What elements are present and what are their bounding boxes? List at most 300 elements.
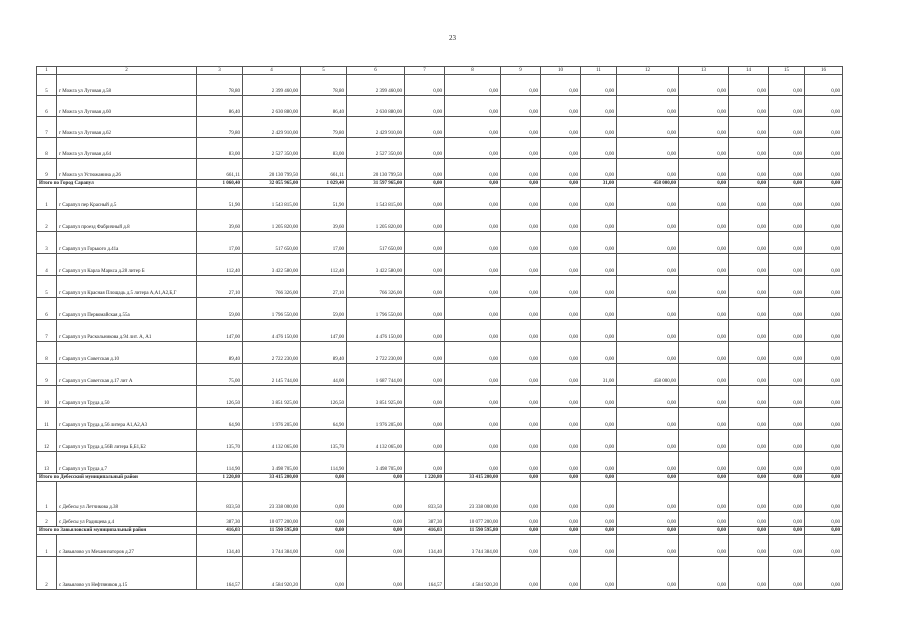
value-cell: 0,00 xyxy=(617,452,679,474)
value-cell: 2 630 880,00 xyxy=(347,96,405,117)
value-cell: 4 132 065,00 xyxy=(243,430,301,452)
value-cell: 0,00 xyxy=(729,254,769,276)
table-row xyxy=(37,512,843,527)
value-cell: 0,00 xyxy=(679,557,729,590)
value-cell: 0,00 xyxy=(769,75,805,96)
value-cell: 10 077 200,00 xyxy=(445,512,501,527)
value-cell: 0,00 xyxy=(405,117,445,138)
value-cell: 0,00 xyxy=(805,452,843,474)
value-cell: 1 543 815,00 xyxy=(347,188,405,210)
value-cell: 147,00 xyxy=(197,320,243,342)
value-cell: 0,00 xyxy=(581,342,617,364)
value-cell: 0,00 xyxy=(541,96,581,117)
value-cell: 2 722 230,00 xyxy=(243,342,301,364)
value-cell: 0,00 xyxy=(405,254,445,276)
value-cell: 0,00 xyxy=(541,408,581,430)
value-cell: 0,00 xyxy=(581,386,617,408)
value-cell: 0,00 xyxy=(679,117,729,138)
value-cell: 387,30 xyxy=(197,512,243,527)
value-cell: 0,00 xyxy=(541,320,581,342)
value-cell: 0,00 xyxy=(501,188,541,210)
value-cell: 17,00 xyxy=(301,232,347,254)
value-cell: 0,00 xyxy=(581,96,617,117)
value-cell: 0,00 xyxy=(729,408,769,430)
value-cell: 0,00 xyxy=(679,364,729,386)
value-cell: 0,00 xyxy=(541,482,581,512)
value-cell: 0,00 xyxy=(405,452,445,474)
value-cell: 0,00 xyxy=(805,232,843,254)
value-cell: 86,40 xyxy=(301,96,347,117)
table-body xyxy=(37,67,843,590)
value-cell: 31,00 xyxy=(581,180,617,188)
value-cell: 0,00 xyxy=(501,452,541,474)
value-cell: 0,00 xyxy=(805,482,843,512)
value-cell: 0,00 xyxy=(501,430,541,452)
value-cell: 0,00 xyxy=(617,254,679,276)
value-cell: 0,00 xyxy=(541,298,581,320)
value-cell: 4 584 920,20 xyxy=(445,557,501,590)
row-number-cell: 11 xyxy=(37,408,57,430)
value-cell: 0,00 xyxy=(541,430,581,452)
value-cell: 0,00 xyxy=(541,364,581,386)
value-cell: 0,00 xyxy=(805,298,843,320)
value-cell: 0,00 xyxy=(679,535,729,557)
value-cell: 0,00 xyxy=(541,452,581,474)
value-cell: 0,00 xyxy=(581,75,617,96)
value-cell: 39,60 xyxy=(197,210,243,232)
header-cell: 2 xyxy=(57,67,197,75)
value-cell: 20 130 799,50 xyxy=(347,159,405,180)
value-cell: 0,00 xyxy=(541,535,581,557)
address-cell: г Сарапул пер Красный д.5 xyxy=(57,188,197,210)
value-cell: 0,00 xyxy=(501,527,541,535)
value-cell: 0,00 xyxy=(729,117,769,138)
value-cell: 0,00 xyxy=(405,364,445,386)
address-cell: г Сарапул ул Горького д.41а xyxy=(57,232,197,254)
subtotal-row xyxy=(37,527,843,535)
value-cell: 64,90 xyxy=(197,408,243,430)
value-cell: 0,00 xyxy=(445,180,501,188)
value-cell: 3 498 705,00 xyxy=(347,452,405,474)
value-cell: 33 415 200,00 xyxy=(445,474,501,482)
row-number-cell: 13 xyxy=(37,452,57,474)
value-cell: 0,00 xyxy=(729,138,769,159)
value-cell: 766 326,00 xyxy=(347,276,405,298)
value-cell: 0,00 xyxy=(445,276,501,298)
value-cell: 10 077 200,00 xyxy=(243,512,301,527)
value-cell: 0,00 xyxy=(805,117,843,138)
value-cell: 2 630 880,00 xyxy=(243,96,301,117)
value-cell: 0,00 xyxy=(617,298,679,320)
value-cell: 0,00 xyxy=(501,159,541,180)
value-cell: 0,00 xyxy=(501,535,541,557)
table-row xyxy=(37,408,843,430)
value-cell: 1 220,80 xyxy=(405,474,445,482)
value-cell: 0,00 xyxy=(445,320,501,342)
value-cell: 3 498 705,00 xyxy=(243,452,301,474)
value-cell: 0,00 xyxy=(405,96,445,117)
value-cell: 0,00 xyxy=(769,527,805,535)
value-cell: 0,00 xyxy=(617,535,679,557)
value-cell: 1 796 550,00 xyxy=(347,298,405,320)
value-cell: 0,00 xyxy=(769,188,805,210)
value-cell: 0,00 xyxy=(541,232,581,254)
value-cell: 0,00 xyxy=(679,482,729,512)
value-cell: 0,00 xyxy=(541,386,581,408)
value-cell: 0,00 xyxy=(805,512,843,527)
value-cell: 17,00 xyxy=(197,232,243,254)
value-cell: 0,00 xyxy=(617,75,679,96)
value-cell: 0,00 xyxy=(769,180,805,188)
value-cell: 0,00 xyxy=(805,430,843,452)
table-row xyxy=(37,75,843,96)
value-cell: 2 527 350,00 xyxy=(347,138,405,159)
table-row xyxy=(37,535,843,557)
row-number-cell: 10 xyxy=(37,386,57,408)
value-cell: 0,00 xyxy=(617,474,679,482)
address-cell: г Можга ул Луговая д.62 xyxy=(57,117,197,138)
value-cell: 2 399 460,00 xyxy=(347,75,405,96)
header-cell: 12 xyxy=(617,67,679,75)
value-cell: 0,00 xyxy=(729,188,769,210)
value-cell: 0,00 xyxy=(541,159,581,180)
row-number-cell: 1 xyxy=(37,535,57,557)
value-cell: 0,00 xyxy=(617,386,679,408)
value-cell: 0,00 xyxy=(679,386,729,408)
value-cell: 0,00 xyxy=(501,320,541,342)
value-cell: 0,00 xyxy=(581,138,617,159)
value-cell: 0,00 xyxy=(347,474,405,482)
value-cell: 416,03 xyxy=(405,527,445,535)
value-cell: 0,00 xyxy=(679,254,729,276)
value-cell: 0,00 xyxy=(729,320,769,342)
value-cell: 11 590 595,80 xyxy=(445,527,501,535)
value-cell: 0,00 xyxy=(769,138,805,159)
value-cell: 0,00 xyxy=(679,159,729,180)
value-cell: 1 029,40 xyxy=(301,180,347,188)
value-cell: 0,00 xyxy=(501,180,541,188)
value-cell: 164,57 xyxy=(197,557,243,590)
value-cell: 0,00 xyxy=(541,276,581,298)
value-cell: 0,00 xyxy=(679,232,729,254)
value-cell: 0,00 xyxy=(805,138,843,159)
value-cell: 0,00 xyxy=(581,159,617,180)
row-number-cell: 6 xyxy=(37,96,57,117)
value-cell: 23 338 000,00 xyxy=(445,482,501,512)
row-number-cell: 5 xyxy=(37,75,57,96)
value-cell: 78,80 xyxy=(197,75,243,96)
value-cell: 134,40 xyxy=(405,535,445,557)
value-cell: 0,00 xyxy=(541,210,581,232)
value-cell: 0,00 xyxy=(679,320,729,342)
value-cell: 0,00 xyxy=(729,482,769,512)
value-cell: 4 132 065,00 xyxy=(347,430,405,452)
value-cell: 0,00 xyxy=(729,180,769,188)
value-cell: 0,00 xyxy=(405,188,445,210)
value-cell: 0,00 xyxy=(501,210,541,232)
value-cell: 0,00 xyxy=(581,276,617,298)
value-cell: 112,40 xyxy=(197,254,243,276)
value-cell: 0,00 xyxy=(301,512,347,527)
value-cell: 0,00 xyxy=(729,364,769,386)
subtotal-label: Итого по Завьяловский муниципальный район xyxy=(37,527,197,535)
value-cell: 3 744 384,00 xyxy=(445,535,501,557)
value-cell: 0,00 xyxy=(769,159,805,180)
value-cell: 0,00 xyxy=(445,408,501,430)
value-cell: 1 205 820,00 xyxy=(243,210,301,232)
table-row xyxy=(37,342,843,364)
value-cell: 0,00 xyxy=(769,342,805,364)
value-cell: 0,00 xyxy=(729,512,769,527)
value-cell: 0,00 xyxy=(769,535,805,557)
address-cell: г Сарапул проезд Фабричный д.8 xyxy=(57,210,197,232)
value-cell: 0,00 xyxy=(445,298,501,320)
row-number-cell: 12 xyxy=(37,430,57,452)
address-cell: г Сарапул ул Красная Площадь д.5 литера А,А1,А2,Б,Г xyxy=(57,276,197,298)
value-cell: 0,00 xyxy=(729,342,769,364)
value-cell: 1 220,80 xyxy=(197,474,243,482)
value-cell: 0,00 xyxy=(405,276,445,298)
value-cell: 44,00 xyxy=(301,364,347,386)
value-cell: 0,00 xyxy=(769,557,805,590)
value-cell: 0,00 xyxy=(541,254,581,276)
value-cell: 4 584 920,20 xyxy=(243,557,301,590)
address-cell: г Сарапул ул Первомайская д.55а xyxy=(57,298,197,320)
value-cell: 0,00 xyxy=(445,117,501,138)
row-number-cell: 6 xyxy=(37,298,57,320)
value-cell: 661,11 xyxy=(301,159,347,180)
value-cell: 0,00 xyxy=(541,188,581,210)
value-cell: 0,00 xyxy=(617,232,679,254)
value-cell: 0,00 xyxy=(581,188,617,210)
value-cell: 0,00 xyxy=(501,408,541,430)
address-cell: г Можга ул Луговая д.64 xyxy=(57,138,197,159)
value-cell: 0,00 xyxy=(729,210,769,232)
value-cell: 0,00 xyxy=(501,117,541,138)
value-cell: 114,90 xyxy=(301,452,347,474)
row-number-cell: 2 xyxy=(37,512,57,527)
value-cell: 0,00 xyxy=(805,474,843,482)
value-cell: 0,00 xyxy=(301,535,347,557)
value-cell: 0,00 xyxy=(445,75,501,96)
value-cell: 0,00 xyxy=(729,75,769,96)
value-cell: 0,00 xyxy=(617,117,679,138)
value-cell: 2 722 230,00 xyxy=(347,342,405,364)
value-cell: 0,00 xyxy=(501,482,541,512)
value-cell: 0,00 xyxy=(805,254,843,276)
header-cell: 14 xyxy=(729,67,769,75)
subtotal-label: Итого по Город Сарапул xyxy=(37,180,197,188)
value-cell: 517 650,00 xyxy=(243,232,301,254)
value-cell: 0,00 xyxy=(445,452,501,474)
value-cell: 51,90 xyxy=(197,188,243,210)
value-cell: 0,00 xyxy=(617,210,679,232)
value-cell: 0,00 xyxy=(805,320,843,342)
value-cell: 20 130 799,50 xyxy=(243,159,301,180)
value-cell: 766 326,00 xyxy=(243,276,301,298)
value-cell: 0,00 xyxy=(581,474,617,482)
value-cell: 0,00 xyxy=(617,430,679,452)
value-cell: 0,00 xyxy=(445,138,501,159)
value-cell: 1 687 744,00 xyxy=(347,364,405,386)
value-cell: 0,00 xyxy=(769,452,805,474)
value-cell: 83,00 xyxy=(197,138,243,159)
value-cell: 0,00 xyxy=(805,276,843,298)
value-cell: 0,00 xyxy=(729,386,769,408)
value-cell: 0,00 xyxy=(729,430,769,452)
value-cell: 0,00 xyxy=(617,408,679,430)
value-cell: 0,00 xyxy=(769,408,805,430)
column-number-header xyxy=(37,67,843,75)
value-cell: 1 543 815,00 xyxy=(243,188,301,210)
value-cell: 0,00 xyxy=(805,96,843,117)
value-cell: 0,00 xyxy=(679,452,729,474)
value-cell: 0,00 xyxy=(405,210,445,232)
value-cell: 0,00 xyxy=(405,232,445,254)
value-cell: 135,70 xyxy=(301,430,347,452)
value-cell: 458 000,00 xyxy=(617,180,679,188)
value-cell: 0,00 xyxy=(405,75,445,96)
value-cell: 0,00 xyxy=(501,276,541,298)
value-cell: 112,40 xyxy=(301,254,347,276)
value-cell: 0,00 xyxy=(541,180,581,188)
value-cell: 517 650,00 xyxy=(347,232,405,254)
value-cell: 0,00 xyxy=(347,535,405,557)
value-cell: 0,00 xyxy=(679,527,729,535)
value-cell: 387,30 xyxy=(405,512,445,527)
header-cell: 6 xyxy=(347,67,405,75)
value-cell: 2 145 744,00 xyxy=(243,364,301,386)
address-cell: с Завьялово ул Нефтяников д.15 xyxy=(57,557,197,590)
table-row xyxy=(37,188,843,210)
value-cell: 2 399 460,00 xyxy=(243,75,301,96)
value-cell: 59,00 xyxy=(301,298,347,320)
value-cell: 0,00 xyxy=(769,364,805,386)
value-cell: 0,00 xyxy=(617,342,679,364)
address-cell: г Сарапул ул Советская д.17 лит А xyxy=(57,364,197,386)
value-cell: 0,00 xyxy=(805,210,843,232)
value-cell: 27,10 xyxy=(197,276,243,298)
value-cell: 0,00 xyxy=(617,512,679,527)
value-cell: 3 744 384,00 xyxy=(243,535,301,557)
value-cell: 0,00 xyxy=(301,527,347,535)
value-cell: 0,00 xyxy=(301,557,347,590)
value-cell: 79,80 xyxy=(197,117,243,138)
value-cell: 0,00 xyxy=(617,138,679,159)
address-cell: г Сарапул ул Советская д.10 xyxy=(57,342,197,364)
value-cell: 0,00 xyxy=(445,210,501,232)
value-cell: 31 597 965,00 xyxy=(347,180,405,188)
address-cell: г Сарапул ул Труда д.7 xyxy=(57,452,197,474)
subtotal-label: Итого по Дебесский муниципальный район xyxy=(37,474,197,482)
value-cell: 0,00 xyxy=(679,342,729,364)
table-row xyxy=(37,364,843,386)
value-cell: 0,00 xyxy=(617,320,679,342)
value-cell: 0,00 xyxy=(769,430,805,452)
header-cell: 1 xyxy=(37,67,57,75)
value-cell: 0,00 xyxy=(541,474,581,482)
value-cell: 0,00 xyxy=(501,298,541,320)
value-cell: 1 205 820,00 xyxy=(347,210,405,232)
value-cell: 0,00 xyxy=(769,210,805,232)
header-cell: 15 xyxy=(769,67,805,75)
value-cell: 0,00 xyxy=(347,557,405,590)
value-cell: 0,00 xyxy=(679,474,729,482)
value-cell: 0,00 xyxy=(445,96,501,117)
value-cell: 0,00 xyxy=(541,512,581,527)
value-cell: 27,10 xyxy=(301,276,347,298)
value-cell: 0,00 xyxy=(445,342,501,364)
address-cell: с Дебесы ул Радищева д.4 xyxy=(57,512,197,527)
value-cell: 0,00 xyxy=(445,188,501,210)
value-cell: 0,00 xyxy=(405,320,445,342)
value-cell: 0,00 xyxy=(805,159,843,180)
value-cell: 0,00 xyxy=(581,557,617,590)
value-cell: 0,00 xyxy=(617,96,679,117)
value-cell: 0,00 xyxy=(729,452,769,474)
table-row xyxy=(37,159,843,180)
value-cell: 0,00 xyxy=(581,535,617,557)
row-number-cell: 7 xyxy=(37,320,57,342)
table-row xyxy=(37,210,843,232)
value-cell: 86,40 xyxy=(197,96,243,117)
value-cell: 1 060,40 xyxy=(197,180,243,188)
value-cell: 0,00 xyxy=(541,527,581,535)
value-cell: 89,40 xyxy=(197,342,243,364)
value-cell: 0,00 xyxy=(769,96,805,117)
value-cell: 0,00 xyxy=(445,364,501,386)
value-cell: 0,00 xyxy=(405,159,445,180)
address-cell: г Можга ул Луговая д.60 xyxy=(57,96,197,117)
value-cell: 0,00 xyxy=(501,474,541,482)
value-cell: 31,00 xyxy=(581,364,617,386)
value-cell: 126,50 xyxy=(301,386,347,408)
value-cell: 458 000,00 xyxy=(617,364,679,386)
value-cell: 147,00 xyxy=(301,320,347,342)
value-cell: 0,00 xyxy=(729,535,769,557)
value-cell: 0,00 xyxy=(445,159,501,180)
value-cell: 0,00 xyxy=(805,364,843,386)
value-cell: 114,90 xyxy=(197,452,243,474)
value-cell: 833,50 xyxy=(405,482,445,512)
table-row xyxy=(37,254,843,276)
value-cell: 0,00 xyxy=(617,159,679,180)
value-cell: 0,00 xyxy=(679,96,729,117)
value-cell: 23 338 000,00 xyxy=(243,482,301,512)
value-cell: 833,50 xyxy=(197,482,243,512)
table-row xyxy=(37,430,843,452)
value-cell: 0,00 xyxy=(405,298,445,320)
value-cell: 0,00 xyxy=(729,159,769,180)
value-cell: 3 422 580,00 xyxy=(347,254,405,276)
row-number-cell: 5 xyxy=(37,276,57,298)
value-cell: 164,57 xyxy=(405,557,445,590)
value-cell: 0,00 xyxy=(581,452,617,474)
subtotal-row xyxy=(37,180,843,188)
row-number-cell: 9 xyxy=(37,159,57,180)
value-cell: 32 055 965,00 xyxy=(243,180,301,188)
value-cell: 0,00 xyxy=(581,527,617,535)
header-cell: 9 xyxy=(501,67,541,75)
table-row xyxy=(37,232,843,254)
row-number-cell: 8 xyxy=(37,342,57,364)
value-cell: 0,00 xyxy=(679,430,729,452)
address-cell: г Сарапул ул Карла Маркса д.28 литер Б xyxy=(57,254,197,276)
value-cell: 3 851 925,00 xyxy=(347,386,405,408)
value-cell: 0,00 xyxy=(729,474,769,482)
address-cell: г Сарапул ул Труда д.50 xyxy=(57,386,197,408)
value-cell: 0,00 xyxy=(805,386,843,408)
